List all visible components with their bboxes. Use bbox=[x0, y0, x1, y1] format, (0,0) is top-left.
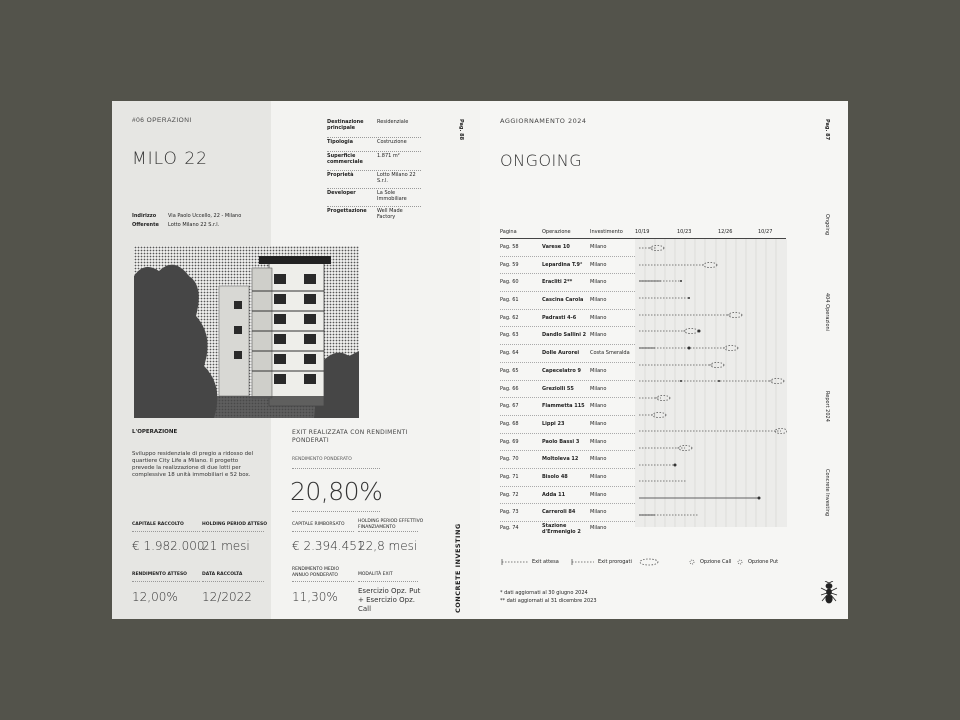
stat-value-data-raccolta: 12/2022 bbox=[202, 590, 252, 604]
info-row bbox=[327, 153, 421, 172]
stat-label-capitale-raccolto: CAPITALE RACCOLTO bbox=[132, 522, 184, 527]
row-page: Pag. 59 bbox=[500, 261, 519, 268]
table-row[interactable] bbox=[500, 239, 635, 257]
row-page: Pag. 66 bbox=[500, 385, 519, 392]
tick-label: 10/27 bbox=[758, 229, 773, 235]
row-city: Milano bbox=[590, 420, 607, 427]
row-city: Milano bbox=[590, 456, 607, 463]
row-page: Pag. 65 bbox=[500, 367, 519, 374]
tick-label: 10/19 bbox=[635, 229, 650, 235]
ongoing-title: ONGOING bbox=[500, 151, 583, 170]
table-row[interactable] bbox=[500, 522, 635, 539]
info-row bbox=[327, 139, 421, 153]
row-name: Flammetta 115 bbox=[542, 403, 585, 410]
row-city: Costa Smeralda bbox=[590, 350, 630, 357]
building-photo bbox=[134, 246, 359, 418]
row-name: Lepardina T.9° bbox=[542, 261, 583, 268]
row-page: Pag. 58 bbox=[500, 244, 519, 250]
row-city: Milano bbox=[590, 403, 607, 410]
row-city: Milano bbox=[590, 314, 607, 321]
row-name: Bisolo 48 bbox=[542, 473, 568, 480]
rendimento-label: RENDIMENTO PONDERATO bbox=[292, 457, 352, 462]
row-name: Adda 11 bbox=[542, 491, 566, 498]
legend bbox=[500, 557, 800, 569]
col-header-pagina: Pagina bbox=[500, 229, 517, 235]
section-tag: #06 OPERAZIONI bbox=[132, 117, 192, 124]
table-row[interactable] bbox=[500, 327, 635, 345]
info-value: Costruzione bbox=[377, 139, 407, 145]
row-name: Cascina Carola bbox=[542, 297, 584, 304]
stat-value-rendimento-atteso: 12,00% bbox=[132, 590, 178, 604]
info-row bbox=[327, 190, 421, 208]
exit-heading: EXIT REALIZZATA CON RENDIMENTI PONDERATI bbox=[292, 429, 408, 444]
table-row[interactable] bbox=[500, 292, 635, 310]
table-row[interactable] bbox=[500, 310, 635, 328]
info-label: Progettazione bbox=[327, 208, 367, 214]
info-value: 1.871 m² bbox=[377, 153, 400, 159]
row-name: Dandlo Sallini 2 bbox=[542, 332, 587, 339]
left-page bbox=[112, 101, 480, 619]
stat-value-capitale-rimborsato: € 2.394.451 bbox=[292, 539, 365, 553]
row-page: Pag. 64 bbox=[500, 350, 519, 357]
row-page: Pag. 70 bbox=[500, 456, 519, 463]
stat-label-holding-effettivo: HOLDING PERIOD EFFETTIVO FINANZIAMENTO bbox=[358, 519, 424, 530]
row-name: Paolo Bassi 3 bbox=[542, 438, 580, 445]
info-table bbox=[327, 119, 421, 226]
info-value: Well Made Factory bbox=[377, 208, 403, 220]
row-page: Pag. 72 bbox=[500, 491, 519, 498]
stat-label-rendimento-atteso: RENDIMENTO ATTESO bbox=[132, 572, 188, 577]
info-label: Proprietà bbox=[327, 172, 354, 178]
side-nav-report[interactable]: Report 2024 bbox=[824, 391, 830, 422]
stat-label-holding-atteso: HOLDING PERIOD ATTESO bbox=[202, 522, 268, 527]
row-page: Pag. 69 bbox=[500, 438, 519, 445]
info-row bbox=[327, 208, 421, 226]
operation-text: Sviluppo residenziale di pregio a ridosso del quartiere City Life a Milano. Il progetto prevede la realizzazione di due lotti per complessive 18 unità immobiliari e 52 box. bbox=[132, 451, 254, 478]
stat-value-holding-effettivo: 22,8 mesi bbox=[358, 539, 418, 553]
footnote-2: ** dati aggiornati al 31 dicembre 2023 bbox=[500, 598, 597, 604]
stat-label-data-raccolta: DATA RACCOLTA bbox=[202, 572, 243, 577]
row-name: Moltoleva 12 bbox=[542, 456, 579, 463]
address-label: Indirizzo bbox=[132, 213, 157, 219]
row-name: Padrasti 4-6 bbox=[542, 314, 577, 321]
stat-value-rendimento-medio: 11,30% bbox=[292, 590, 338, 604]
row-page: Pag. 62 bbox=[500, 314, 519, 321]
legend-exit-attesa: Exit attesa bbox=[532, 559, 559, 565]
info-value: Lotto Milano 22 S.r.l. bbox=[377, 172, 416, 184]
row-page: Pag. 60 bbox=[500, 279, 519, 286]
info-row bbox=[327, 172, 421, 190]
right-page bbox=[480, 101, 848, 619]
row-city: Milano bbox=[590, 491, 607, 498]
row-page: Pag. 67 bbox=[500, 403, 519, 410]
stat-value-holding-atteso: 21 mesi bbox=[202, 539, 250, 553]
table-row[interactable] bbox=[500, 363, 635, 381]
side-nav-concrete[interactable]: Concrete Investing bbox=[824, 469, 830, 517]
table-row[interactable] bbox=[500, 487, 635, 505]
row-name: Eracliti 2** bbox=[542, 279, 573, 286]
table-row[interactable] bbox=[500, 469, 635, 487]
row-name: Lippi 23 bbox=[542, 420, 565, 427]
info-label: Developer bbox=[327, 190, 356, 196]
stat-value-capitale-raccolto: € 1.982.000 bbox=[132, 539, 205, 553]
row-name: Carreroli 84 bbox=[542, 509, 576, 516]
side-nav-operazioni[interactable]: 404 Operazioni bbox=[824, 293, 830, 332]
info-label: Destinazione principale bbox=[327, 119, 364, 131]
row-page: Pag. 68 bbox=[500, 420, 519, 427]
row-city: Milano bbox=[590, 509, 607, 516]
info-label: Superficie commerciale bbox=[327, 153, 363, 165]
operation-heading: L'OPERAZIONE bbox=[132, 429, 178, 435]
stat-label-rendimento-medio: RENDIMENTO MEDIO ANNUO PONDERATO bbox=[292, 567, 340, 578]
offerente-value: Lotto Milano 22 S.r.l. bbox=[168, 222, 220, 228]
timeline-grid bbox=[635, 239, 787, 527]
row-city: Milano bbox=[590, 297, 607, 304]
table-row[interactable] bbox=[500, 434, 635, 452]
row-name: Varese 10 bbox=[542, 244, 570, 250]
legend-opzione-call: Opzione Call bbox=[700, 559, 732, 565]
row-city: Milano bbox=[590, 332, 607, 339]
row-city: Milano bbox=[590, 367, 607, 374]
table-row[interactable] bbox=[500, 504, 635, 522]
row-page: Pag. 74 bbox=[500, 525, 519, 531]
ongoing-table bbox=[500, 239, 635, 539]
info-value: Residenziale bbox=[377, 119, 409, 125]
row-city: Milano bbox=[590, 473, 607, 480]
row-city: Milano bbox=[590, 525, 607, 531]
address-value: Via Paolo Uccello, 22 - Milano bbox=[168, 213, 242, 219]
row-page: Pag. 71 bbox=[500, 473, 519, 480]
offerente-label: Offerente bbox=[132, 222, 159, 228]
row-city: Milano bbox=[590, 385, 607, 392]
project-name: MILO 22 bbox=[132, 149, 208, 169]
stat-value-modalita-exit: Esercizio Opz. Put + Esercizio Opz. Call bbox=[358, 587, 421, 613]
tick-label: 12/26 bbox=[718, 229, 733, 235]
row-page: Pag. 61 bbox=[500, 297, 519, 304]
table-row[interactable] bbox=[500, 257, 635, 275]
row-city: Milano bbox=[590, 244, 607, 250]
row-city: Milano bbox=[590, 438, 607, 445]
col-header-operazione: Operazione bbox=[542, 229, 571, 235]
info-row bbox=[327, 119, 421, 139]
side-nav-ongoing[interactable]: Ongoing bbox=[824, 214, 830, 236]
info-value: La Sole Immobiliare bbox=[377, 190, 407, 202]
row-city: Milano bbox=[590, 279, 607, 286]
legend-opzione-put: Opzione Put bbox=[748, 559, 779, 565]
row-name: Stazione d'Ermenigio 2 bbox=[542, 523, 581, 535]
row-city: Milano bbox=[590, 261, 607, 268]
table-row[interactable] bbox=[500, 345, 635, 363]
legend-exit-prorogati: Exit prorogati bbox=[598, 559, 632, 565]
table-row[interactable] bbox=[500, 451, 635, 469]
left-page-number: Pag. 88 bbox=[458, 119, 464, 141]
brand-vertical: CONCRETE INVESTING bbox=[454, 523, 462, 613]
rendimento-value: 20,80% bbox=[290, 477, 383, 506]
table-row[interactable] bbox=[500, 398, 635, 416]
update-header: AGGIORNAMENTO 2024 bbox=[500, 117, 587, 125]
footnote-1: * dati aggiornati al 30 giugno 2024 bbox=[500, 590, 588, 596]
stat-label-capitale-rimborsato: CAPITALE RIMBORSATO bbox=[292, 522, 345, 527]
col-header-investimento: Investimento bbox=[590, 229, 623, 235]
table-row[interactable] bbox=[500, 274, 635, 292]
row-name: Greziolli 55 bbox=[542, 385, 574, 392]
row-name: Capecelatro 9 bbox=[542, 367, 581, 374]
row-page: Pag. 73 bbox=[500, 509, 519, 516]
tick-label: 10/23 bbox=[677, 229, 692, 235]
ant-logo-icon bbox=[820, 581, 838, 609]
table-row[interactable] bbox=[500, 416, 635, 434]
stat-label-modalita-exit: MODALITÀ EXIT bbox=[358, 572, 393, 577]
info-label: Tipologia bbox=[327, 139, 353, 145]
table-row[interactable] bbox=[500, 381, 635, 399]
row-name: Dolle Aurorei bbox=[542, 350, 580, 357]
row-page: Pag. 63 bbox=[500, 332, 519, 339]
right-page-number: Pag. 87 bbox=[824, 119, 830, 141]
